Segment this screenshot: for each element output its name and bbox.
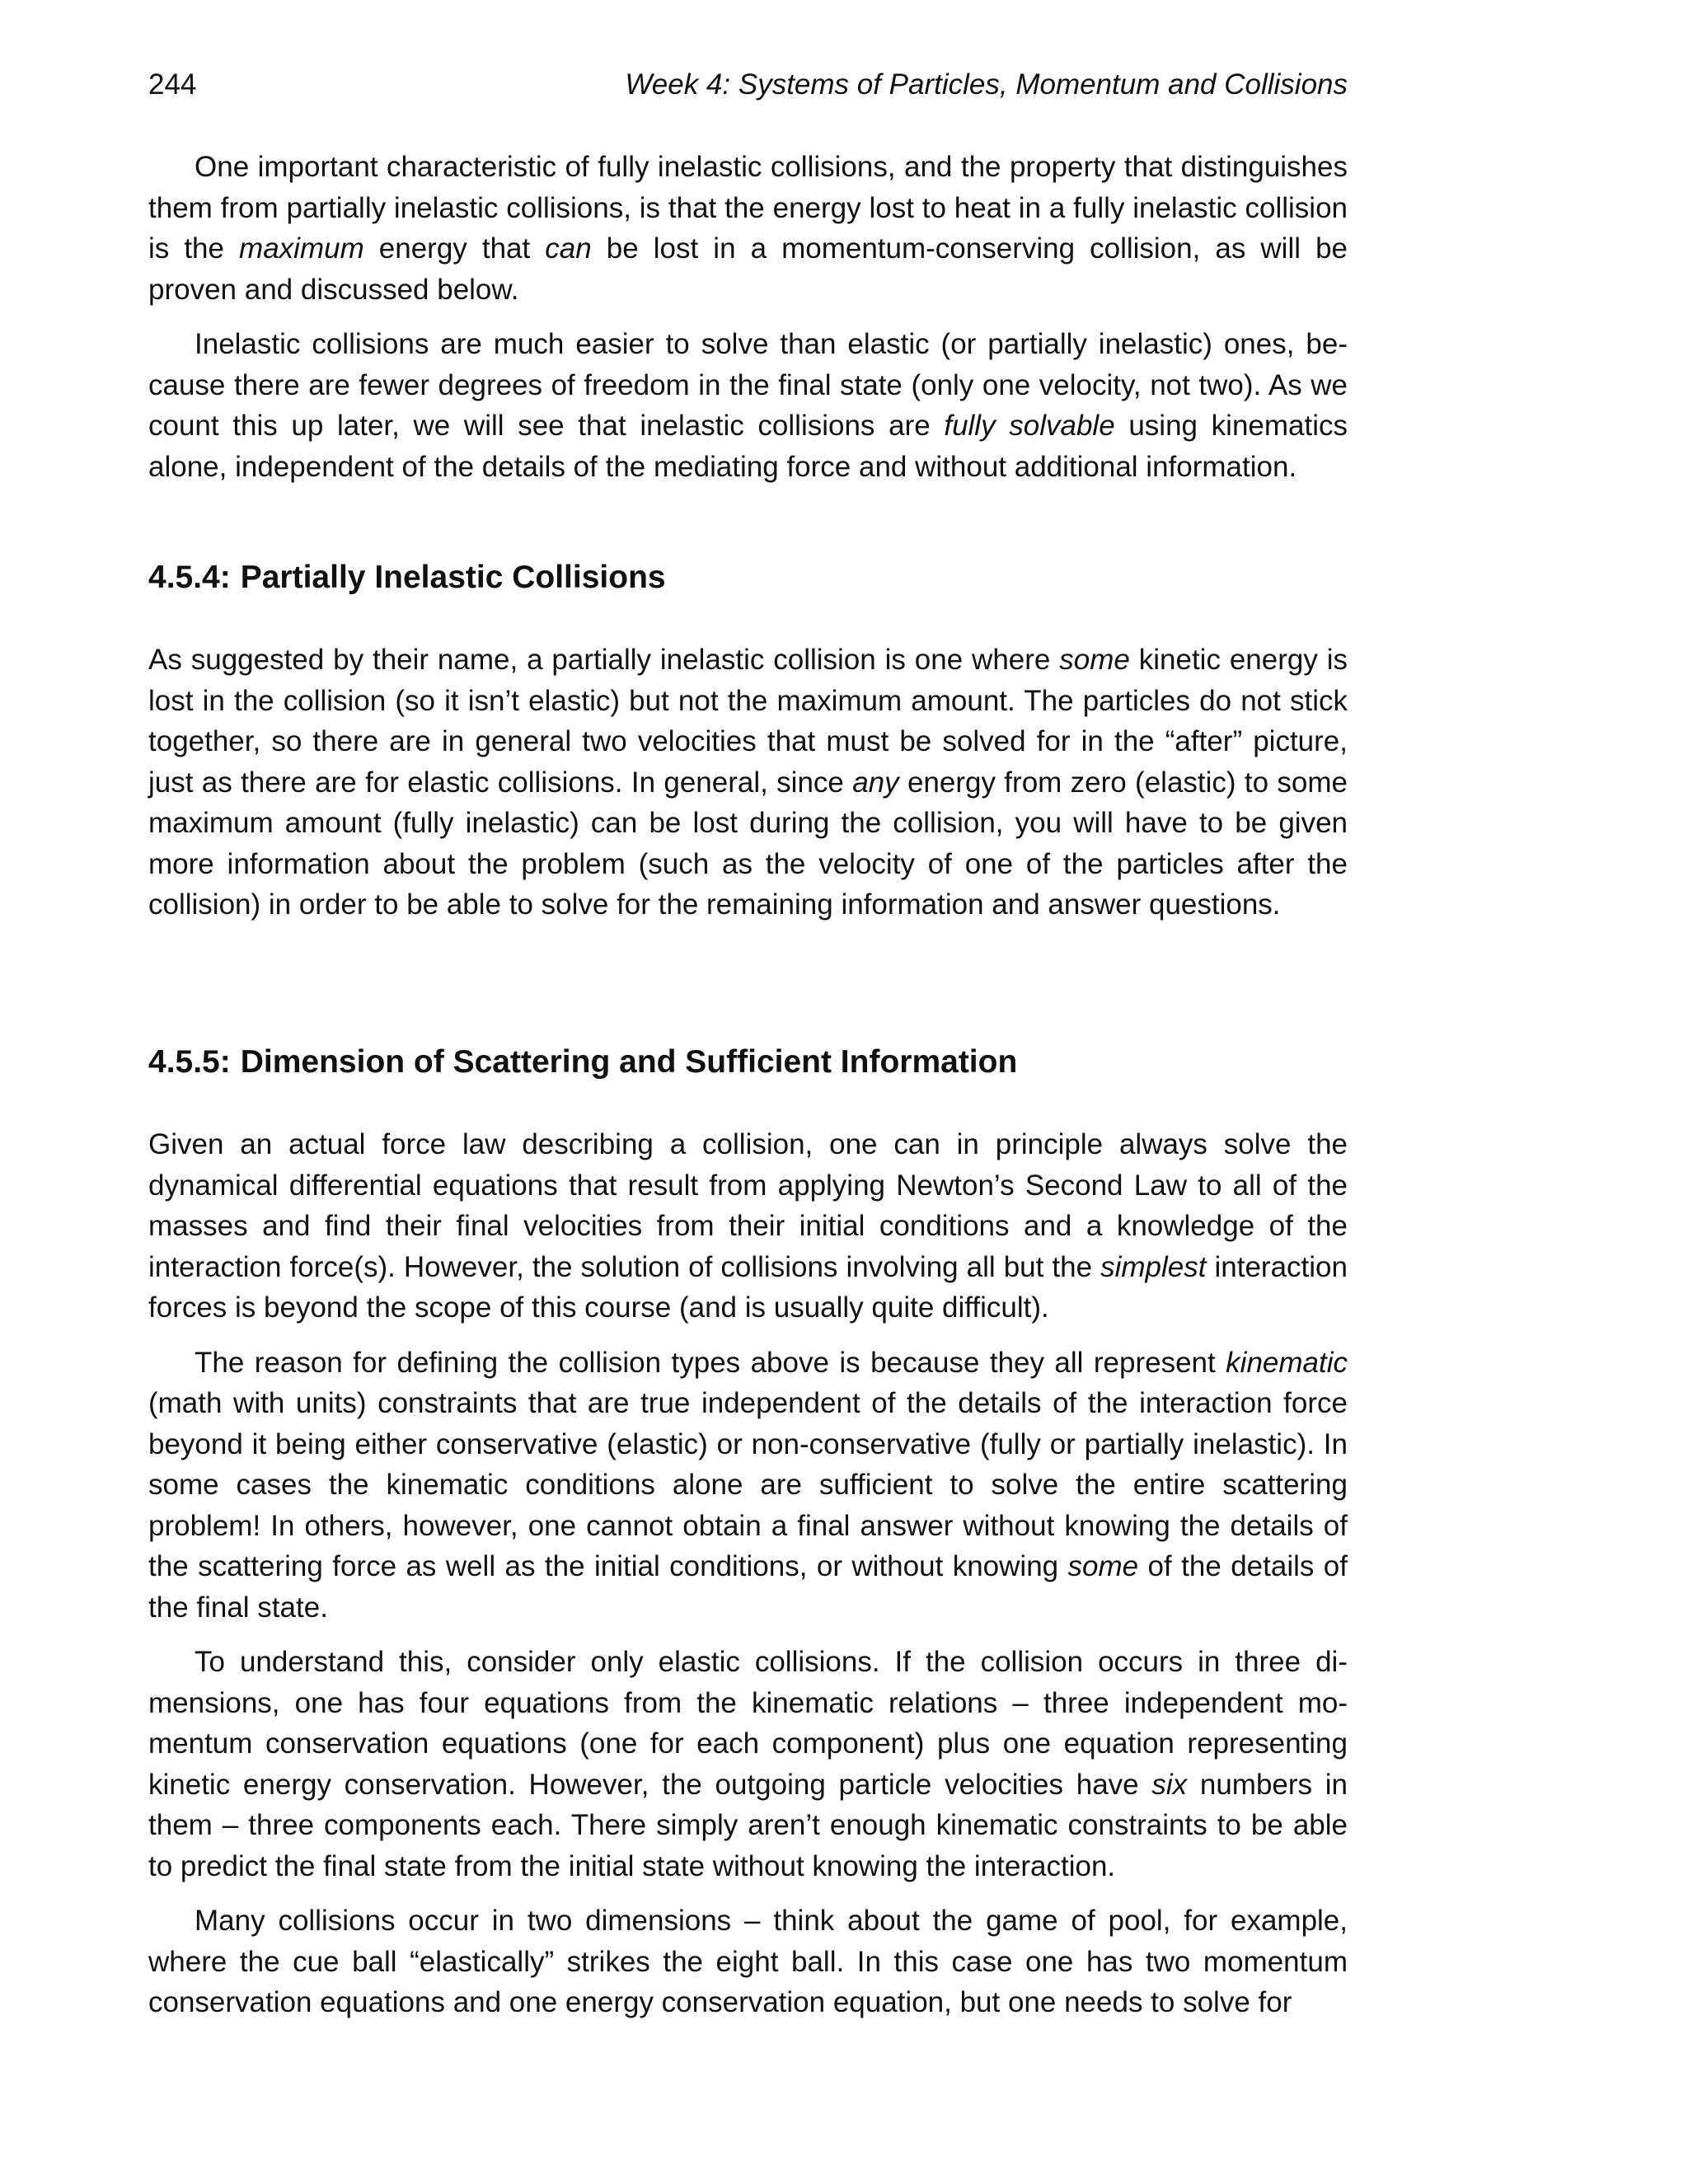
intro-text [148, 147, 1348, 487]
section-heading: 4.5.5: Dimension of Scattering and Sufficient Information [148, 1044, 1018, 1080]
paragraph: The reason for defining the collision types above is because they all represent kinematic (math with units) constraints that are true independent of the details of the interaction force beyond it being either conservative (elastic) or non-conservative (fully or partially inelastic). In some cases the kinematic conditions alone are sufficient to solve the entire scattering problem! In others, however, one cannot obtain a final answer without knowing the details of the scattering force as well as the initial conditions, or without knowing some of the details of the final state. [148, 1346, 1348, 1624]
chapter-title: Week 4: Systems of Particles, Momentum and Collisions [625, 68, 1348, 101]
paragraph: To understand this, consider only elastic collisions. If the collision occurs in three dimensions, one has four equations from the kinematic relations – three independent momentum conservation equations (one for each component) plus one equation representing kinetic energy conservation. However, the outgoing particle velocities have six numbers in them – three components each. There simply aren’t enough kinematic constraints to be able to predict the final state from the initial state without knowing the interaction. [148, 1646, 1348, 1882]
paragraph: Many collisions occur in two dimensions – think about the game of pool, for example, where the cue ball “elastically” strikes the eight ball. In this case one has two momentum conservation equations and one energy conservation equation, but one needs to solve for [148, 1905, 1348, 2018]
page-number: 244 [148, 68, 197, 101]
section-454-text [148, 640, 1348, 926]
running-header [148, 64, 1348, 105]
paragraph: Given an actual force law describing a collision, one can in principle always solve the dynamical differential equations that result from applying Newton’s Second Law to all of the masses and find their final velocities from their initial conditions and a knowledge of the interaction force(s). However, the solution of collisions involving all but the simplest interaction forces is beyond the scope of this course (and is usually quite difficult). [148, 1128, 1348, 1324]
section-455-text [148, 1124, 1348, 2023]
section-heading: 4.5.4: Partially Inelastic Collisions [148, 560, 666, 595]
paragraph: Inelastic collisions are much easier to solve than elastic (or partially inelastic) ones, because there are fewer degrees of freedom in the final state (only one velocity, not two). As we count this up later, we will see that inelastic collisions are fully solvable using kinematics alone, independent of the details of the mediating force and without additional information. [148, 328, 1348, 483]
paragraph: One important characteristic of fully inelastic collisions, and the property that distinguishes them from partially inelastic collisions, is that the energy lost to heat in a fully inelastic collision is the maximum energy that can be lost in a momentum-conserving collision, as will be proven and discussed below. [148, 151, 1348, 306]
paragraph: As suggested by their name, a partially inelastic collision is one where some kinetic energy is lost in the collision (so it isn’t elastic) but not the maximum amount. The particles do not stick together, so there are in general two velocities that must be solved for in the “after” picture, just as there are for elastic collisions. In general, since any energy from zero (elastic) to some maximum amount (fully inelastic) can be lost during the collision, you will have to be given more information about the problem (such as the velocity of one of the particles after the collision) in order to be able to solve for the remaining information and answer questions. [148, 644, 1348, 921]
